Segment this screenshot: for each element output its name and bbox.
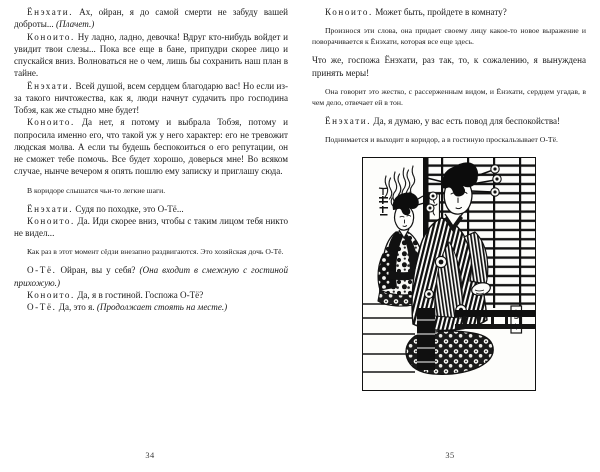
speaker-name: Коноито. [325, 7, 373, 17]
dialogue-text: Всей душой, всем сердцем благодарю вас! Но если из-за такого ничтожества, как я, люди начнут судачить про господина Тобэя, как же стыдно мне будет! [14, 80, 288, 115]
stage-direction: Произнося эти слова, она придает своему лицу какое-то новое выражение и поворачивается к Ёнэхати, которая все еще здесь. [312, 26, 586, 47]
dialogue-paragraph [14, 301, 288, 313]
ukiyo-e-woodblock-print [362, 157, 536, 391]
stage-direction-inline: (Продолжает стоять на месте.) [96, 302, 228, 312]
speaker-name: Ёнэхати. [27, 7, 74, 17]
dialogue-paragraph [14, 215, 288, 240]
dialogue-text: Да, это я. [56, 302, 97, 312]
left-page-textblock [14, 6, 288, 313]
dialogue-paragraph [14, 6, 288, 31]
speaker-name: Ёнэхати. [27, 80, 74, 91]
dialogue-text: Ах, ойран, я до самой смерти не забуду вашей доброты... [14, 7, 288, 30]
dialogue-paragraph [14, 116, 288, 177]
speaker-name: Ёнэхати. [27, 203, 74, 214]
speaker-name: Коноито. [27, 215, 75, 226]
speaker-name: Коноито. [27, 289, 75, 300]
dialogue-text: Да, я думаю, у вас есть повод для беспокойства! [371, 115, 561, 126]
stage-direction: Как раз в этот момент сёдзи внезапно раздвигаются. Это хозяйская дочь О-Тё. [27, 247, 284, 257]
stage-direction: В коридоре слышатся чьи-то легкие шаги. [27, 185, 166, 195]
dialogue-paragraph [312, 6, 586, 18]
dialogue-text: Ойран, вы у себя? [56, 265, 140, 276]
stage-direction-inline: (Она входит в смежную с гостиной прихожую.) [14, 265, 289, 288]
dialogue-paragraph [14, 289, 288, 301]
stage-direction: Поднимается и выходит в коридор, а в гостиную проскальзывает О-Тё. [325, 135, 558, 144]
dialogue-text: Да нет, я потому и выбрала Тобэя, потому и попросила именно его, что такой уж у него характер: его не тревожит людская молва. А если ты будешь беспокоиться о его репутации, он не сможет тебе помочь. Все будет хорошо, доверься мне! Во всяком случае, нынче вечером я опять пошлю ему записку и приглашу сюда. [14, 117, 288, 177]
dialogue-paragraph [14, 80, 288, 117]
speaker-name: Ёнэхати. [325, 115, 372, 126]
speaker-name: Коноито. [27, 31, 75, 42]
speaker-name: Коноито. [27, 117, 75, 128]
dialogue-text: Судя по походке, это О-Тё... [73, 203, 184, 214]
dialogue-text: Да. Иди скорее вниз, чтобы с таким лицом тебя никто не видел... [14, 215, 288, 238]
right-page-textblock [312, 6, 586, 145]
dialogue-paragraph [312, 54, 586, 79]
illustration-svg [363, 158, 535, 390]
page-number-left: 34 [145, 451, 155, 460]
dialogue-paragraph [14, 264, 288, 289]
dialogue-text: Да, я в гостиной. Госпожа О-Тё? [74, 289, 204, 300]
page-number-right: 35 [445, 451, 455, 460]
dialogue-text: Ну ладно, ладно, девочка! Вдруг кто-нибудь войдет и увидит твои слезы... Пока все еще в бане, припудри скорее лицо и спускайся вниз. Волноваться не о чем, лишь бы сохранить наш план в тайне. [14, 31, 288, 79]
dialogue-paragraph [312, 115, 586, 127]
dialogue-text: Что же, госпожа Ёнэхати, раз так, то, к сожалению, я вынуждена принять меры! [312, 55, 586, 78]
dialogue-text: Может быть, пройдете в комнату? [372, 7, 507, 17]
speaker-name: О-Тё. [27, 302, 57, 312]
page-right [300, 0, 600, 472]
dialogue-paragraph [14, 31, 288, 80]
stage-direction: Она говорит это жестко, с рассерженным видом, и Ёнэхати, сердцем угадав, в чем дело, отвечает ей в тон. [312, 86, 586, 107]
speaker-name: О-Тё. [27, 265, 57, 276]
dialogue-paragraph [14, 203, 288, 215]
stage-direction-inline: (Плачет.) [55, 19, 95, 30]
